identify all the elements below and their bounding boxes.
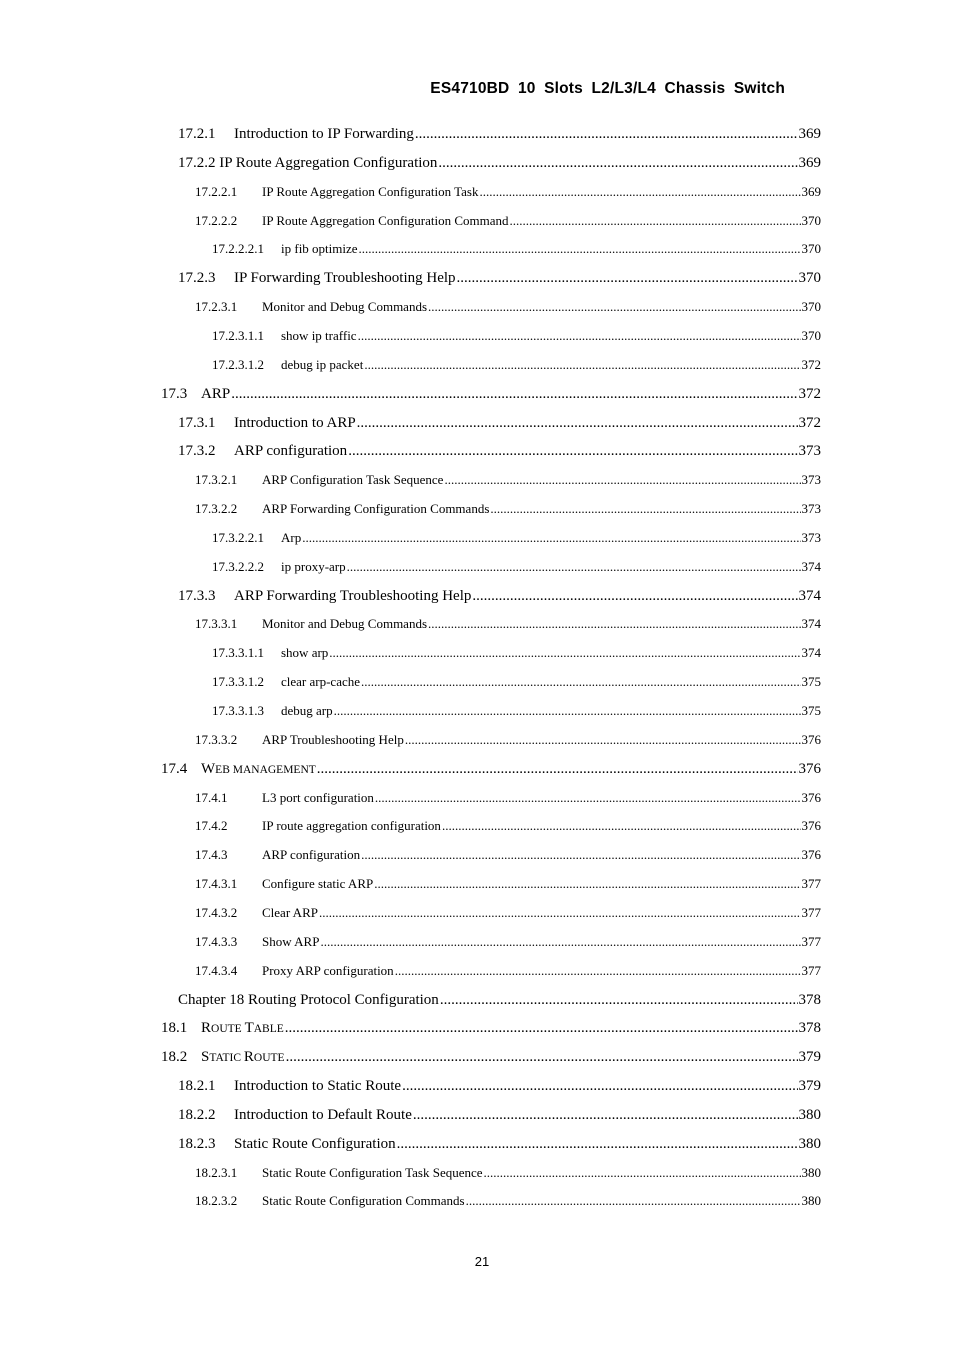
toc-entry-number: 18.2.3.2 (195, 1193, 238, 1209)
toc-entry-page: 380 (798, 1135, 821, 1152)
toc-entry-number: 17.2.1 (178, 126, 216, 142)
toc-entry-number: 17.2.3.1 (195, 299, 238, 315)
toc-entry-page: 380 (798, 1106, 821, 1123)
toc-entry-page: 370 (798, 270, 821, 287)
toc-dot-leader (286, 1049, 798, 1066)
toc-entry-number: 17.4 (161, 760, 188, 777)
toc-entry-number: 17.3.3.1.1 (212, 645, 264, 661)
toc-entry-title: ARP Troubleshooting Help (262, 731, 404, 747)
toc-entry-page: 377 (801, 962, 821, 978)
toc-entry-number: 17.3.3.1.2 (212, 674, 264, 690)
toc-entry-page: 374 (801, 558, 821, 574)
toc-entry-title: ARP Configuration Task Sequence (262, 472, 444, 488)
toc-entry-number: 17.3.3.2 (195, 731, 238, 747)
toc-entry-title: ARP (201, 385, 231, 402)
toc-entry[interactable] (195, 213, 821, 229)
toc-entry-title: Proxy ARP configuration (262, 962, 394, 978)
toc-entry-title: Introduction to IP Forwarding (234, 126, 414, 142)
toc-entry[interactable] (178, 155, 821, 172)
toc-entry-title: ip proxy-arp (281, 558, 346, 574)
toc-entry[interactable] (212, 559, 821, 575)
toc-entry[interactable] (195, 732, 821, 748)
running-header: ES4710BD 10 Slots L2/L3/L4 Chassis Switch (430, 80, 785, 97)
toc-entry[interactable] (178, 443, 821, 460)
toc-dot-leader (472, 588, 797, 605)
toc-entry-number: 17.2.3 (178, 270, 216, 287)
toc-entry-number: 17.4.3.3 (195, 933, 238, 949)
toc-entry[interactable] (195, 299, 821, 315)
toc-dot-leader (479, 184, 800, 200)
toc-entry-page: 369 (801, 183, 821, 199)
toc-entry-title: ARP configuration (262, 847, 361, 863)
toc-entry-title (201, 761, 316, 778)
toc-dot-leader (348, 443, 797, 460)
toc-entry[interactable] (161, 761, 821, 778)
toc-entry[interactable] (161, 1049, 821, 1066)
toc-entry-title: IP Route Aggregation Configuration Command (262, 212, 509, 228)
toc-entry-number: 17.3.2.1 (195, 472, 238, 488)
toc-entry-title: Introduction to Static Route (234, 1078, 402, 1095)
toc-entry-title: Introduction to Default Route (234, 1106, 412, 1123)
toc-entry-number: 17.3.2.2.2 (212, 558, 264, 574)
toc-dot-leader (320, 934, 800, 950)
toc-entry-page: 377 (801, 904, 821, 920)
toc-entry-number: 17.3.3.1 (195, 616, 238, 632)
toc-entry-number: 18.2.2 (178, 1106, 216, 1123)
toc-entry[interactable] (212, 357, 821, 373)
toc-entry-title: Monitor and Debug Commands (262, 616, 428, 632)
toc-entry-number: 17.4.3.4 (195, 962, 238, 978)
toc-entry-number: 18.2.1 (178, 1078, 216, 1095)
toc-dot-leader (484, 1165, 801, 1181)
toc-entry[interactable] (178, 1107, 821, 1124)
toc-entry-number: 17.3.1 (178, 414, 216, 431)
toc-entry-title: Static Route Configuration Task Sequence (262, 1164, 483, 1180)
toc-dot-leader (359, 241, 801, 257)
toc-dot-leader (405, 732, 801, 748)
toc-entry[interactable] (195, 847, 821, 863)
toc-entry-page: 372 (798, 385, 821, 402)
toc-entry-page: 378 (798, 1020, 821, 1037)
toc-entry-page: 372 (801, 356, 821, 372)
toc-dot-leader (440, 992, 798, 1009)
toc-entry-page: 369 (798, 126, 821, 142)
toc-entry-number: 18.2.3 (178, 1135, 216, 1152)
toc-entry[interactable] (178, 126, 821, 143)
toc-entry[interactable] (212, 241, 821, 257)
toc-dot-leader (438, 155, 797, 172)
toc-entry-title: IP Route Aggregation Configuration Task (262, 183, 479, 199)
toc-entry[interactable] (195, 1165, 821, 1181)
toc-entry-title: Introduction to ARP (234, 414, 356, 431)
toc-entry-title: Chapter 18 Routing Protocol Configuration (178, 991, 439, 1008)
toc-entry-page: 376 (801, 818, 821, 834)
toc-entry-page: 370 (801, 299, 821, 315)
toc-dot-leader (358, 328, 801, 344)
toc-entry-page: 373 (798, 443, 821, 460)
toc-dot-leader (415, 126, 798, 143)
toc-entry-page: 376 (801, 789, 821, 805)
toc-entry-page: 377 (801, 933, 821, 949)
toc-entry-number: 17.3.3.1.3 (212, 703, 264, 718)
toc-entry-title-part: OUTE (211, 1023, 245, 1036)
toc-entry[interactable] (195, 876, 821, 892)
toc-entry-page: 380 (801, 1164, 821, 1180)
toc-entry-number: 17.4.3.2 (195, 904, 238, 920)
page-number: 21 (474, 1254, 490, 1269)
toc-entry-title: Show ARP (262, 933, 320, 949)
toc-entry-number: 17.2.3.1.1 (212, 327, 264, 343)
toc-entry-page: 370 (801, 241, 821, 257)
toc-dot-leader (374, 876, 800, 892)
toc-entry-title: 17.2.2 IP Route Aggregation Configuration (178, 154, 438, 171)
toc-entry-page: 375 (801, 674, 821, 690)
toc-entry-page: 374 (801, 616, 821, 632)
toc-entry-title: show ip traffic (281, 327, 357, 343)
toc-entry-title-part: S (201, 1049, 210, 1066)
toc-dot-leader (402, 1078, 797, 1095)
toc-dot-leader (413, 1107, 798, 1124)
toc-entry-number: 17.2.3.1.2 (212, 356, 264, 372)
toc-entry-title: L3 port configuration (262, 789, 374, 805)
toc-dot-leader (334, 703, 801, 719)
toc-entry[interactable] (195, 818, 821, 834)
toc-entry-number: 17.3 (161, 385, 188, 402)
toc-dot-leader (329, 645, 800, 661)
toc-dot-leader (317, 761, 798, 778)
toc-entry[interactable] (178, 588, 821, 605)
toc-entry[interactable] (212, 674, 821, 690)
toc-entry-number: 18.2 (161, 1049, 188, 1066)
toc-dot-leader (361, 847, 800, 863)
toc-entry-title: ARP Forwarding Configuration Commands (262, 501, 490, 517)
toc-dot-leader (466, 1193, 801, 1209)
toc-entry[interactable] (195, 616, 821, 632)
toc-entry-title: debug ip packet (281, 356, 364, 372)
toc-dot-leader (490, 501, 800, 517)
toc-entry-title: clear arp-cache (281, 674, 361, 690)
toc-entry-title: show arp (281, 645, 329, 661)
toc-dot-leader (444, 472, 800, 488)
toc-entry-page: 376 (801, 847, 821, 863)
toc-entry[interactable] (161, 386, 821, 403)
toc-entry[interactable] (212, 703, 821, 719)
toc-entry[interactable] (178, 1136, 821, 1153)
toc-dot-leader (319, 905, 801, 921)
toc-entry-number: 17.4.2 (195, 818, 228, 834)
toc-entry-page: 377 (801, 876, 821, 892)
toc-entry[interactable] (212, 645, 821, 661)
toc-entry-title-part: ABLE (253, 1023, 284, 1036)
toc-entry-title: debug arp (281, 703, 333, 718)
toc-entry[interactable] (195, 184, 821, 200)
toc-dot-leader (428, 299, 800, 315)
toc-entry-page: 379 (798, 1049, 821, 1066)
toc-entry-page: 373 (801, 472, 821, 488)
toc-entry-title: IP Forwarding Troubleshooting Help (234, 270, 456, 287)
toc-entry-number: 17.3.3 (178, 587, 216, 604)
toc-entry[interactable] (195, 934, 821, 950)
toc-entry-number: 18.2.3.1 (195, 1164, 238, 1180)
toc-dot-leader (364, 357, 800, 373)
toc-dot-leader (397, 1136, 798, 1153)
toc-entry-page: 373 (801, 501, 821, 517)
toc-dot-leader (375, 790, 801, 806)
toc-dot-leader (442, 818, 801, 834)
toc-entry-title-part: EB MANAGEMENT (215, 763, 316, 776)
toc-dot-leader (510, 213, 801, 229)
toc-entry-number: 17.3.2 (178, 443, 216, 460)
toc-entry[interactable] (195, 963, 821, 979)
toc-entry[interactable] (178, 270, 821, 287)
toc-entry-title: Configure static ARP (262, 876, 374, 892)
toc-entry-page: 376 (798, 760, 821, 777)
toc-entry-number: 17.4.1 (195, 789, 228, 805)
toc-entry-title (201, 1020, 284, 1037)
toc-entry-title-part: T (244, 1020, 254, 1037)
toc-dot-leader (285, 1020, 798, 1037)
toc-entry-title: Arp (281, 529, 302, 545)
toc-dot-leader (357, 415, 798, 432)
toc-entry-number: 17.4.3.1 (195, 876, 238, 892)
toc-entry-page: 370 (801, 327, 821, 343)
toc-entry-page: 370 (801, 212, 821, 228)
toc-entry-number: 18.1 (161, 1020, 188, 1037)
toc-entry-number: 17.4.3 (195, 847, 228, 863)
toc-entry-number: 17.3.2.2 (195, 501, 238, 517)
toc-dot-leader (457, 270, 798, 287)
toc-entry-page: 378 (798, 991, 821, 1008)
toc-entry-number: 17.2.2.2.1 (212, 241, 264, 257)
toc-entry-page: 373 (801, 529, 821, 545)
toc-entry-title: ARP configuration (234, 443, 348, 460)
toc-entry[interactable] (195, 1193, 821, 1209)
toc-entry[interactable] (195, 905, 821, 921)
toc-dot-leader (302, 530, 800, 546)
toc-entry-title: IP route aggregation configuration (262, 818, 441, 834)
toc-entry-title: Static Route Configuration (234, 1135, 396, 1152)
toc-dot-leader (231, 386, 797, 403)
toc-entry[interactable] (178, 992, 821, 1009)
toc-entry-page: 379 (798, 1078, 821, 1095)
toc-entry-page: 374 (798, 587, 821, 604)
toc-entry-page: 375 (801, 703, 821, 718)
toc-entry-page: 380 (801, 1193, 821, 1209)
toc-entry[interactable] (178, 1078, 821, 1095)
toc-entry-number: 17.2.2.1 (195, 183, 238, 199)
toc-dot-leader (428, 616, 800, 632)
toc-entry-title: Monitor and Debug Commands (262, 299, 428, 315)
toc-entry-title: Static Route Configuration Commands (262, 1193, 465, 1209)
toc-entry[interactable] (195, 790, 821, 806)
toc-entry-title: ARP Forwarding Troubleshooting Help (234, 587, 472, 604)
toc-entry-title-part: R (243, 1049, 254, 1066)
toc-entry[interactable] (195, 501, 821, 517)
toc-entry-page: 374 (801, 645, 821, 661)
toc-entry-page: 369 (798, 154, 821, 171)
toc-entry-number: 17.2.2.2 (195, 212, 238, 228)
toc-entry[interactable] (178, 415, 821, 432)
toc-entry-title (201, 1049, 285, 1066)
toc-entry[interactable] (161, 1020, 821, 1037)
toc-dot-leader (361, 674, 800, 690)
toc-dot-leader (395, 963, 801, 979)
toc-entry[interactable] (212, 530, 821, 546)
toc-entry[interactable] (195, 472, 821, 488)
toc-entry-title-part: W (201, 760, 216, 777)
toc-entry-title-part: R (201, 1020, 212, 1037)
toc-entry-page: 376 (801, 731, 821, 747)
toc-entry-title: ip fib optimize (281, 241, 358, 257)
toc-entry-title-part: TATIC (209, 1052, 244, 1065)
toc-entry-title-part: OUTE (253, 1052, 285, 1065)
toc-entry-title: Clear ARP (262, 904, 318, 920)
toc-entry[interactable] (212, 328, 821, 344)
toc-entry-page: 372 (798, 414, 821, 431)
toc-dot-leader (347, 559, 801, 575)
toc-entry-number: 17.3.2.2.1 (212, 529, 264, 545)
